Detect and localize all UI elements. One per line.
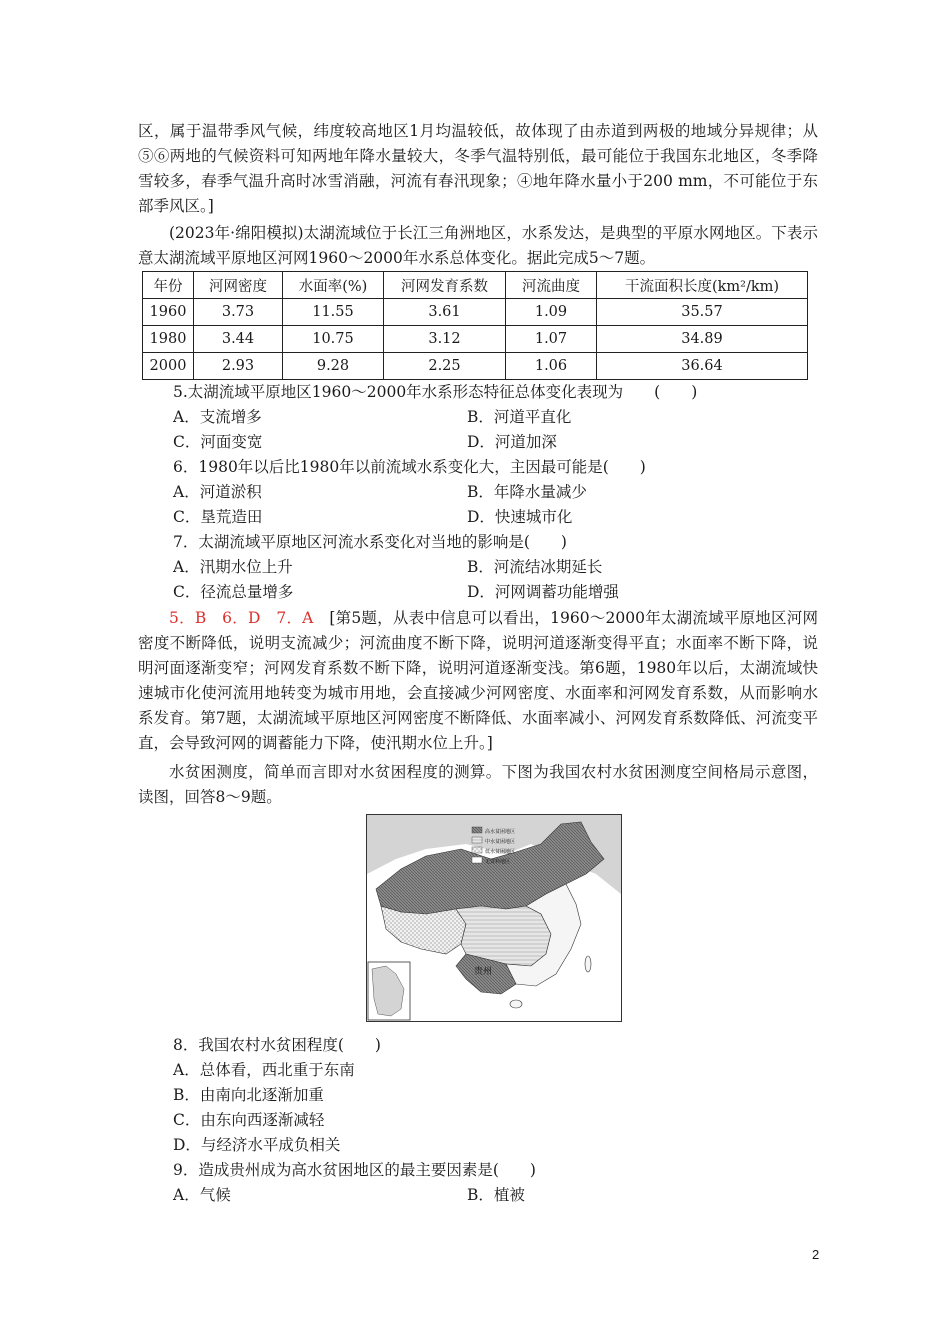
table-cell: 34.89	[597, 326, 808, 353]
q9-option-a[interactable]: A．气候	[173, 1186, 231, 1204]
q7-option-c[interactable]: C．径流总量增多	[173, 583, 294, 601]
table-header: 年份	[143, 272, 194, 299]
q8-option-b[interactable]: B．由南向北逐渐加重	[173, 1086, 324, 1104]
q9-option-b[interactable]: B．植被	[467, 1186, 525, 1204]
stem-5-7: (2023年·绵阳模拟)太湖流域位于长江三角洲地区，水系发达，是典型的平原水网地区。下表示意太湖流域平原地区河网1960～2000年水系总体变化。据此完成5～7题。	[138, 224, 818, 267]
table-cell: 10.75	[283, 326, 384, 353]
table-header: 河网密度	[194, 272, 283, 299]
answer-5-7	[138, 606, 818, 756]
table-cell: 2000	[143, 353, 194, 380]
intro-paragraph: 区，属于温带季风气候，纬度较高地区1月均温较低，故体现了由赤道到两极的地域分异规律；从⑤⑥两地的气候资料可知两地年降水量较大，冬季气温特别低，最可能位于我国东北地区，冬季降雪较多，春季气温升高时冰雪消融，河流有春汛现象；④地年降水量小于200 mm，不可能位于东部季风区。]	[138, 122, 818, 215]
taiwan-island	[585, 956, 591, 972]
legend-swatch-high	[472, 827, 482, 833]
q5-option-c[interactable]: C．河面变宽	[173, 433, 263, 451]
table-cell: 35.57	[597, 299, 808, 326]
q6-option-b[interactable]: B．年降水量减少	[467, 483, 587, 501]
table-cell: 9.28	[283, 353, 384, 380]
q6-option-d[interactable]: D．快速城市化	[467, 508, 573, 526]
table-header: 干流面积长度(km²/km)	[597, 272, 808, 299]
legend-swatch-low	[472, 847, 482, 853]
table-cell: 11.55	[283, 299, 384, 326]
table-cell: 3.12	[384, 326, 506, 353]
q7-option-b[interactable]: B．河流结冰期延长	[467, 558, 603, 576]
legend-label-high: 高水贫困地区	[485, 829, 516, 835]
q8-option-c[interactable]: C．由东向西逐渐减轻	[173, 1111, 325, 1129]
table-cell: 1.07	[506, 326, 597, 353]
legend-label-mid: 中水贫困地区	[485, 839, 516, 845]
table-cell: 1980	[143, 326, 194, 353]
answer-explanation: [第5题，从表中信息可以看出，1960～2000年太湖流域平原地区河网密度不断降低，说明支流减少；河流曲度不断下降，说明河道逐渐变得平直；水面率不断下降，说明河面逐渐变窄；河网发育系数不断下降，说明河道逐渐变浅。第6题，1980年以后，太湖流域快速城市化使河流用地转变为城市用地，会直接减少河网密度、水面率和河网发育系数，从而影响水系发育。第7题，太湖流域平原地区河网密度不断降低、水面率减小、河网发育系数降低、河流变平直，会导致河网的调蓄能力下降，使汛期水位上升。]	[138, 609, 818, 752]
table-header: 河流曲度	[506, 272, 597, 299]
legend-label-none: 无资料地区	[485, 859, 511, 865]
question-8-stem: 8．我国农村水贫困程度( )	[173, 1036, 381, 1054]
table-cell: 1.09	[506, 299, 597, 326]
hainan-island	[510, 1000, 522, 1008]
table-cell: 2.25	[384, 353, 506, 380]
q7-option-a[interactable]: A．汛期水位上升	[173, 558, 293, 576]
q6-option-c[interactable]: C．垦荒造田	[173, 508, 263, 526]
water-system-table	[142, 271, 808, 380]
table-header: 河网发育系数	[384, 272, 506, 299]
answer-key: 5．B 6．D 7．A	[169, 609, 314, 627]
water-poverty-map	[366, 814, 622, 1022]
table-row	[143, 353, 808, 380]
stem-8-9: 水贫困测度，简单而言即对水贫困程度的测算。下图为我国农村水贫困测度空间格局示意图，读图，回答8～9题。	[138, 763, 818, 806]
table-cell: 1960	[143, 299, 194, 326]
q8-option-a[interactable]: A．总体看，西北重于东南	[173, 1061, 355, 1079]
q7-option-d[interactable]: D．河网调蓄功能增强	[467, 583, 619, 601]
table-cell: 1.06	[506, 353, 597, 380]
legend-swatch-mid	[472, 837, 482, 843]
question-7-stem: 7．太湖流域平原地区河流水系变化对当地的影响是( )	[173, 533, 567, 551]
table-cell: 3.61	[384, 299, 506, 326]
q5-option-b[interactable]: B．河道平直化	[467, 408, 572, 426]
table-header: 水面率(%)	[283, 272, 384, 299]
table-cell: 3.44	[194, 326, 283, 353]
question-5-stem: 5.太湖流域平原地区1960～2000年水系形态特征总体变化表现为 ( )	[173, 383, 698, 401]
question-6-stem: 6．1980年以后比1980年以前流域水系变化大，主因最可能是( )	[173, 458, 646, 476]
table-cell: 36.64	[597, 353, 808, 380]
legend-label-low: 低水贫困地区	[485, 849, 516, 855]
table-cell: 2.93	[194, 353, 283, 380]
q8-option-d[interactable]: D．与经济水平成负相关	[173, 1136, 341, 1154]
table-header-row	[143, 272, 808, 299]
page-number: 2	[812, 1247, 820, 1262]
table-cell: 3.73	[194, 299, 283, 326]
q5-option-d[interactable]: D．河道加深	[467, 433, 557, 451]
question-9-stem: 9．造成贵州成为高水贫困地区的最主要因素是( )	[173, 1161, 536, 1179]
q6-option-a[interactable]: A．河道淤积	[173, 483, 262, 501]
table-row	[143, 299, 808, 326]
legend-swatch-none	[472, 857, 482, 863]
q5-option-a[interactable]: A．支流增多	[173, 408, 262, 426]
guizhou-label: 贵州	[474, 967, 493, 977]
table-row	[143, 326, 808, 353]
